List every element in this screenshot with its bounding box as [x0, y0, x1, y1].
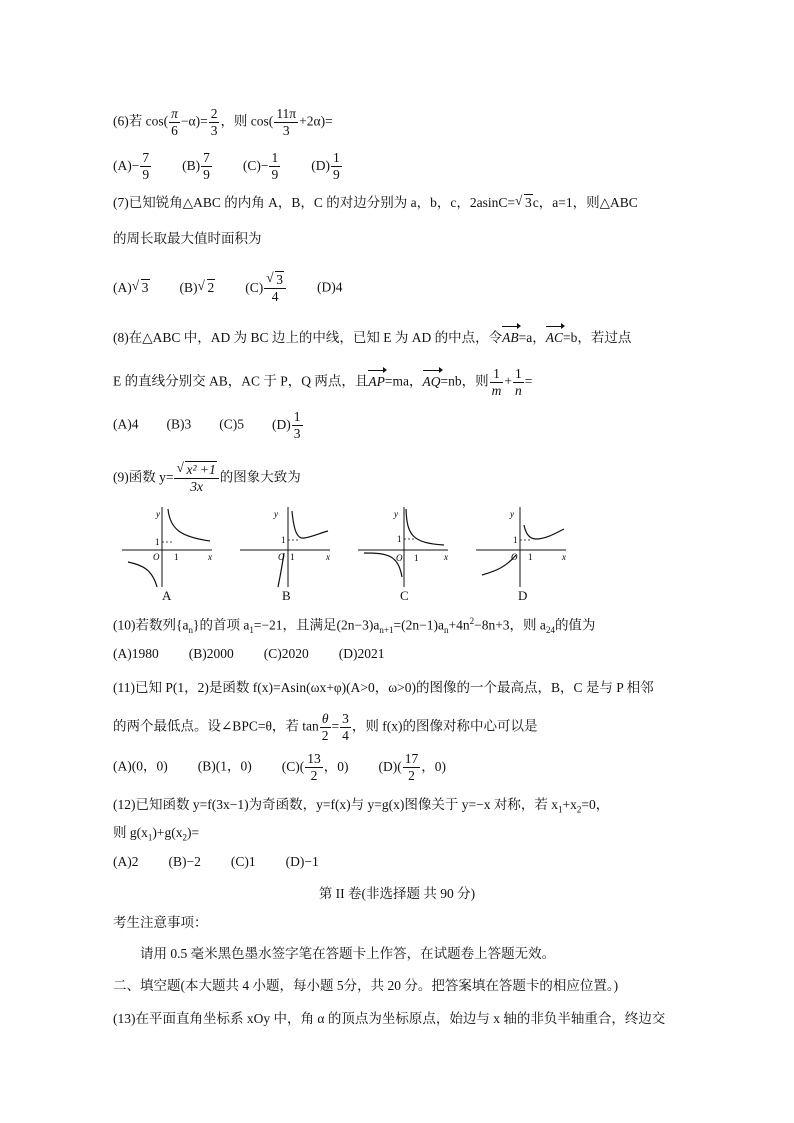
q11-options: [113, 751, 446, 784]
part2-heading: 二、填空题(本大题共 4 小题，每小题 5分，共 20 分。把答案填在答题卡的相应位置。): [113, 978, 619, 993]
q7-option-c: (C) √ $\frac{3}{4}$: [245, 280, 287, 295]
tick-x-one: 1: [174, 552, 179, 562]
q11-option-d: (D)( $\frac{17}{2}$ ，0): [378, 751, 446, 783]
q6-option-a: (A)− $\frac{7}{9}$: [113, 150, 150, 182]
axis-y-label: y: [274, 509, 278, 519]
q7-options: [113, 272, 343, 305]
tick-y-one: 1: [513, 535, 518, 545]
q8-vector-aq: AQ: [423, 372, 441, 392]
tick-x-one: 1: [290, 552, 295, 562]
q10-s3: n+1: [379, 625, 394, 636]
q12-s1: 1: [558, 804, 563, 815]
q12-option-b: (B)−2: [168, 854, 201, 869]
q12-line1: [113, 795, 609, 820]
q10-s2: 1: [249, 625, 254, 636]
q9-stem: [113, 462, 301, 495]
q11-t1: 的两个最低点。设∠BPC=θ，若 tan: [113, 718, 319, 734]
q10-t1: (10)若数列{a: [113, 617, 189, 633]
q6-text-d: ，则 cos(: [220, 113, 274, 129]
q8-vector-ap: AP: [368, 372, 385, 392]
origin-label: O: [396, 553, 403, 563]
q8-plus: +: [504, 373, 512, 389]
axis-x-label: x: [562, 552, 566, 562]
q8-vector-ac: AC: [546, 328, 563, 348]
q10-option-b: (B)2000: [188, 646, 234, 661]
q6-frac-pi6: $\frac{\pi}{6}$: [171, 106, 178, 138]
q10-t6: −8n+3，则 a: [474, 617, 546, 633]
q10-option-c: (C)2020: [263, 646, 309, 661]
q8-option-b: (B)3: [166, 416, 192, 432]
q6-text-e: +2α)=: [299, 113, 333, 129]
q10-s4: n: [443, 625, 449, 636]
q10-t5: +4n: [448, 617, 470, 633]
q12-s2: 2: [576, 804, 582, 815]
q7-line1: [113, 193, 638, 213]
q8-option-a: (A)4: [113, 416, 139, 432]
q12-option-c: (C)1: [230, 854, 256, 869]
q6-frac-23: $\frac{2}{3}$: [210, 106, 218, 138]
notice-title: 考生注意事项：: [113, 915, 208, 930]
q9-graph-b: [240, 505, 332, 589]
q6-stem: [113, 106, 333, 139]
origin-label: O: [153, 552, 160, 562]
q11-line1: (11)已知 P(1，2)是函数 f(x)=Asin(ωx+φ)(A>0，ω>0)的图像的一个最高点，B，C 是与 P 相邻: [113, 680, 654, 695]
axis-y-label: y: [156, 509, 160, 519]
q9-graph-c: [358, 505, 450, 589]
q7-option-d: (D)4: [317, 279, 343, 295]
q12-line2: [113, 823, 199, 848]
q12-s4: 2: [182, 832, 187, 843]
q6-option-d: (D) $\frac{1}{9}$: [311, 150, 340, 182]
q13-stem: (13)在平面直角坐标系 xOy 中，角 α 的顶点为坐标原点，始边与 x 轴的非负半轴重合，终边交: [113, 1011, 666, 1026]
q11-t3: ，则 f(x)的图像对称中心可以是: [351, 718, 538, 734]
q8-frac-1n: $\frac{1}{n}$: [515, 366, 522, 398]
q9-graph-c-label: C: [400, 588, 409, 603]
axis-y-label: y: [394, 509, 398, 519]
q8-option-d: (D) $\frac{1}{3}$: [272, 409, 301, 441]
q7-option-b: (B)√ 2: [180, 280, 216, 295]
q6-frac-11pi3: $\frac{11\pi}{3}$: [276, 106, 297, 138]
q10-option-d: (D)2021: [338, 646, 385, 661]
q9-text-a: (9)函数 y=: [113, 469, 174, 485]
tick-x-one: 1: [414, 553, 419, 563]
q7-text-b: c，a=1，则△ABC: [532, 195, 638, 210]
q10-option-a: (A)1980: [113, 646, 159, 661]
q8-text-c: =b，若过点: [563, 330, 632, 345]
q8-text-e: =ma，: [384, 373, 423, 389]
q10-t4: =(2n−1)a: [393, 617, 444, 633]
q12-t5: )+g(x: [152, 825, 183, 840]
q11-frac-34: $\frac{3}{4}$: [342, 711, 349, 743]
q9-text-b: 的图象大致为: [219, 469, 301, 485]
q12-t6: )=: [186, 825, 200, 840]
q9-graph-a-label: A: [162, 588, 172, 603]
q11-t2: =: [331, 718, 340, 734]
q12-options: [113, 852, 319, 872]
q12-option-a: (A)2: [113, 854, 139, 869]
q10-t7: 的值为: [554, 617, 596, 633]
q8-text-d: E 的直线分别交 AB，AC 于 P，Q 两点，且: [113, 373, 369, 389]
origin-label: O: [511, 552, 518, 562]
q8-options: [113, 409, 304, 442]
tick-y-one: 1: [281, 535, 286, 545]
q8-eq: =: [524, 373, 533, 389]
q6-text-b: 若 cos(: [128, 113, 169, 129]
q11-option-c: (C)( $\frac{13}{2}$ ，0): [281, 751, 349, 783]
q8-line1: [113, 328, 631, 348]
axis-x-label: x: [444, 552, 448, 562]
q6-option-b: (B) $\frac{7}{9}$: [182, 150, 210, 182]
q9-graph-a: [122, 505, 214, 589]
q7-line2: 的周长取最大值时面积为: [113, 231, 262, 246]
notice-body: 请用 0.5 毫米黑色墨水签字笔在答题卡上作答，在试题卷上答题无效。: [140, 946, 556, 961]
q8-text-a: (8)在△ABC 中，AD 为 BC 边上的中线，已知 E 为 AD 的中点，令: [113, 330, 503, 345]
q12-option-d: (D)−1: [285, 854, 319, 869]
q8-line2: [113, 366, 532, 399]
axis-x-label: x: [326, 552, 330, 562]
section-title: 第 II 卷(非选择题 共 90 分): [318, 886, 476, 901]
q7-text-a: (7)已知锐角△ABC 的内角 A，B，C 的对边分别为 a，b，c，2asinC=: [113, 195, 515, 210]
q12-t2: +x: [562, 797, 577, 812]
q8-text-f: =nb，则: [440, 373, 489, 389]
tick-y-one: 1: [397, 534, 402, 544]
q8-option-c: (C)5: [219, 416, 244, 432]
q10-t3: =−21，且满足(2n−3)a: [253, 617, 380, 633]
q7-option-a: (A)√ 3: [113, 280, 150, 295]
q12-t1: (12)已知函数 y=f(3x−1)为奇函数，y=f(x)与 y=g(x)图像关于 y=−x 对称，若 x: [113, 797, 559, 812]
q9-graph-b-label: B: [282, 588, 291, 603]
q10-s6: 24: [545, 625, 555, 636]
q6-option-c: (C)− $\frac{1}{9}$: [242, 150, 279, 182]
q12-t3: =0，: [581, 797, 610, 812]
q10-s5: 2: [469, 616, 475, 626]
q11-option-a: (A)(0，0): [113, 758, 168, 774]
q11-line2: [113, 711, 538, 744]
q6-text-c: −α)=: [180, 113, 208, 129]
q10-stem: [113, 611, 595, 640]
tick-y-one: 1: [155, 537, 160, 547]
q12-s3: 1: [147, 832, 153, 843]
q12-t4: 则 g(x: [113, 825, 148, 840]
q6-text-a: (6): [113, 113, 129, 129]
q8-text-b: =a，: [518, 330, 546, 345]
q7-sqrt3: √ 3: [515, 193, 533, 213]
q8-vector-ab: AB: [502, 328, 519, 348]
origin-label: O: [278, 552, 285, 562]
tick-x-one: 1: [528, 552, 533, 562]
q9-graph-d: [476, 505, 568, 589]
axis-x-label: x: [208, 552, 212, 562]
q9-graph-d-label: D: [518, 588, 528, 603]
q9-frac: √ $\frac{\text{x² +1}}{3x}$: [174, 462, 218, 495]
q10-t2: }的首项 a: [192, 617, 250, 633]
q6-options: [113, 150, 343, 183]
q8-frac-1m: $\frac{1}{m}$: [491, 366, 502, 398]
axis-y-label: y: [510, 509, 514, 519]
q11-frac-theta: $\frac{\theta}{2}$: [321, 711, 329, 743]
q10-s1: n: [188, 625, 193, 636]
q10-options: [113, 644, 385, 664]
q11-option-b: (B)(1，0): [197, 758, 252, 774]
